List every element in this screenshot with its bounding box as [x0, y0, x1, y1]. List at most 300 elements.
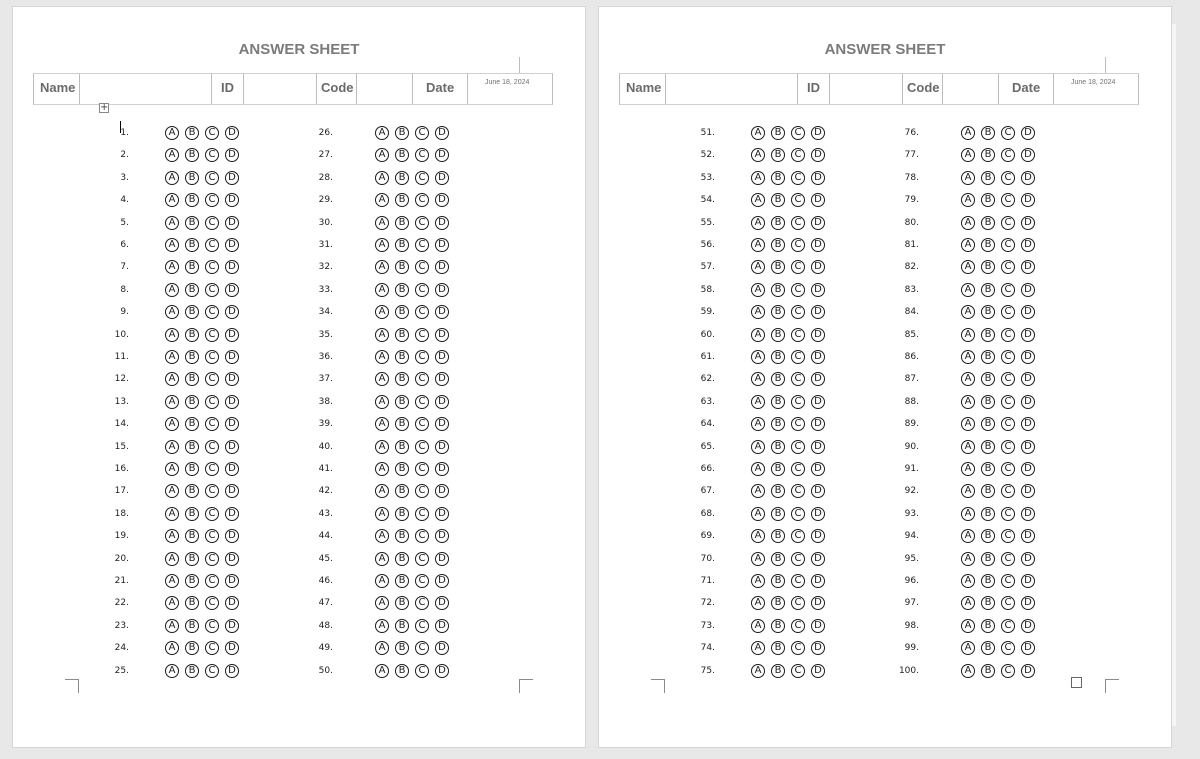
- answer-bubble-d[interactable]: D: [225, 664, 239, 678]
- answer-bubble-d[interactable]: D: [435, 664, 449, 678]
- answer-bubble-c[interactable]: C: [415, 462, 429, 476]
- answer-bubble-a[interactable]: A: [751, 552, 765, 566]
- answer-bubble-a[interactable]: A: [165, 238, 179, 252]
- answer-bubble-d[interactable]: D: [225, 574, 239, 588]
- answer-bubble-b[interactable]: B: [771, 372, 785, 386]
- answer-bubble-c[interactable]: C: [205, 328, 219, 342]
- answer-bubble-c[interactable]: C: [415, 126, 429, 140]
- answer-bubble-c[interactable]: C: [205, 238, 219, 252]
- answer-bubble-c[interactable]: C: [415, 238, 429, 252]
- name-input-cell[interactable]: [665, 73, 797, 105]
- answer-bubble-d[interactable]: D: [811, 126, 825, 140]
- answer-bubble-b[interactable]: B: [981, 462, 995, 476]
- answer-bubble-a[interactable]: A: [375, 193, 389, 207]
- answer-bubble-c[interactable]: C: [415, 596, 429, 610]
- answer-bubble-c[interactable]: C: [791, 148, 805, 162]
- answer-bubble-b[interactable]: B: [771, 171, 785, 185]
- answer-bubble-b[interactable]: B: [395, 305, 409, 319]
- answer-bubble-c[interactable]: C: [205, 507, 219, 521]
- answer-bubble-b[interactable]: B: [981, 328, 995, 342]
- answer-bubble-b[interactable]: B: [185, 193, 199, 207]
- answer-bubble-b[interactable]: B: [771, 462, 785, 476]
- answer-bubble-a[interactable]: A: [751, 305, 765, 319]
- answer-bubble-d[interactable]: D: [1021, 664, 1035, 678]
- answer-bubble-c[interactable]: C: [1001, 484, 1015, 498]
- answer-bubble-b[interactable]: B: [185, 372, 199, 386]
- answer-bubble-a[interactable]: A: [751, 283, 765, 297]
- answer-bubble-b[interactable]: B: [771, 596, 785, 610]
- answer-bubble-b[interactable]: B: [185, 260, 199, 274]
- answer-bubble-a[interactable]: A: [165, 193, 179, 207]
- answer-bubble-a[interactable]: A: [751, 238, 765, 252]
- answer-bubble-c[interactable]: C: [415, 440, 429, 454]
- answer-bubble-d[interactable]: D: [435, 641, 449, 655]
- answer-bubble-b[interactable]: B: [771, 395, 785, 409]
- answer-bubble-d[interactable]: D: [435, 462, 449, 476]
- answer-bubble-c[interactable]: C: [1001, 552, 1015, 566]
- answer-bubble-a[interactable]: A: [375, 148, 389, 162]
- answer-bubble-d[interactable]: D: [225, 350, 239, 364]
- answer-bubble-c[interactable]: C: [415, 552, 429, 566]
- answer-bubble-d[interactable]: D: [225, 193, 239, 207]
- answer-bubble-a[interactable]: A: [961, 619, 975, 633]
- answer-bubble-d[interactable]: D: [1021, 552, 1035, 566]
- answer-bubble-b[interactable]: B: [395, 619, 409, 633]
- date-value-cell[interactable]: [1053, 73, 1139, 105]
- answer-bubble-a[interactable]: A: [751, 484, 765, 498]
- answer-bubble-d[interactable]: D: [811, 417, 825, 431]
- answer-bubble-b[interactable]: B: [185, 596, 199, 610]
- answer-bubble-b[interactable]: B: [771, 664, 785, 678]
- answer-bubble-a[interactable]: A: [165, 417, 179, 431]
- answer-bubble-d[interactable]: D: [435, 171, 449, 185]
- answer-bubble-c[interactable]: C: [1001, 641, 1015, 655]
- answer-bubble-a[interactable]: A: [165, 171, 179, 185]
- answer-bubble-b[interactable]: B: [771, 350, 785, 364]
- answer-bubble-b[interactable]: B: [395, 238, 409, 252]
- answer-bubble-d[interactable]: D: [435, 328, 449, 342]
- answer-bubble-d[interactable]: D: [225, 619, 239, 633]
- answer-bubble-b[interactable]: B: [185, 216, 199, 230]
- answer-bubble-d[interactable]: D: [1021, 216, 1035, 230]
- answer-bubble-b[interactable]: B: [981, 148, 995, 162]
- answer-bubble-c[interactable]: C: [1001, 216, 1015, 230]
- answer-bubble-d[interactable]: D: [435, 148, 449, 162]
- answer-bubble-c[interactable]: C: [791, 238, 805, 252]
- answer-bubble-d[interactable]: D: [811, 238, 825, 252]
- move-handle-icon[interactable]: +: [100, 102, 109, 113]
- answer-bubble-a[interactable]: A: [375, 171, 389, 185]
- answer-bubble-b[interactable]: B: [981, 440, 995, 454]
- answer-bubble-a[interactable]: A: [961, 440, 975, 454]
- header-table[interactable]: [619, 73, 1139, 105]
- answer-bubble-a[interactable]: A: [961, 664, 975, 678]
- answer-bubble-b[interactable]: B: [981, 216, 995, 230]
- answer-bubble-c[interactable]: C: [1001, 664, 1015, 678]
- answer-bubble-d[interactable]: D: [435, 238, 449, 252]
- answer-bubble-c[interactable]: C: [791, 283, 805, 297]
- answer-bubble-c[interactable]: C: [205, 417, 219, 431]
- answer-bubble-a[interactable]: A: [961, 126, 975, 140]
- answer-bubble-c[interactable]: C: [791, 529, 805, 543]
- answer-bubble-d[interactable]: D: [811, 440, 825, 454]
- answer-bubble-d[interactable]: D: [1021, 619, 1035, 633]
- answer-bubble-c[interactable]: C: [1001, 417, 1015, 431]
- answer-bubble-a[interactable]: A: [961, 216, 975, 230]
- answer-bubble-a[interactable]: A: [165, 126, 179, 140]
- answer-bubble-b[interactable]: B: [981, 171, 995, 185]
- answer-bubble-d[interactable]: D: [1021, 574, 1035, 588]
- answer-bubble-b[interactable]: B: [185, 148, 199, 162]
- answer-bubble-d[interactable]: D: [225, 395, 239, 409]
- answer-bubble-d[interactable]: D: [811, 260, 825, 274]
- answer-bubble-b[interactable]: B: [981, 484, 995, 498]
- answer-bubble-b[interactable]: B: [395, 350, 409, 364]
- answer-bubble-d[interactable]: D: [435, 552, 449, 566]
- answer-bubble-b[interactable]: B: [185, 529, 199, 543]
- answer-bubble-a[interactable]: A: [375, 619, 389, 633]
- answer-bubble-c[interactable]: C: [415, 260, 429, 274]
- answer-bubble-c[interactable]: C: [1001, 305, 1015, 319]
- answer-bubble-d[interactable]: D: [435, 305, 449, 319]
- answer-bubble-a[interactable]: A: [165, 305, 179, 319]
- answer-bubble-b[interactable]: B: [185, 440, 199, 454]
- answer-bubble-b[interactable]: B: [981, 395, 995, 409]
- answer-bubble-c[interactable]: C: [205, 148, 219, 162]
- answer-bubble-b[interactable]: B: [771, 484, 785, 498]
- answer-bubble-d[interactable]: D: [811, 283, 825, 297]
- answer-bubble-b[interactable]: B: [185, 395, 199, 409]
- answer-bubble-b[interactable]: B: [981, 552, 995, 566]
- answer-bubble-c[interactable]: C: [1001, 529, 1015, 543]
- answer-bubble-a[interactable]: A: [961, 171, 975, 185]
- answer-bubble-d[interactable]: D: [225, 484, 239, 498]
- answer-bubble-a[interactable]: A: [165, 350, 179, 364]
- answer-bubble-a[interactable]: A: [961, 350, 975, 364]
- answer-bubble-a[interactable]: A: [375, 283, 389, 297]
- answer-bubble-d[interactable]: D: [225, 148, 239, 162]
- answer-bubble-c[interactable]: C: [205, 552, 219, 566]
- answer-bubble-c[interactable]: C: [791, 484, 805, 498]
- answer-bubble-c[interactable]: C: [791, 664, 805, 678]
- answer-bubble-b[interactable]: B: [771, 216, 785, 230]
- answer-bubble-d[interactable]: D: [1021, 417, 1035, 431]
- answer-bubble-a[interactable]: A: [375, 596, 389, 610]
- answer-bubble-c[interactable]: C: [415, 395, 429, 409]
- answer-bubble-c[interactable]: C: [205, 283, 219, 297]
- answer-bubble-c[interactable]: C: [205, 193, 219, 207]
- answer-bubble-b[interactable]: B: [771, 328, 785, 342]
- answer-bubble-b[interactable]: B: [771, 552, 785, 566]
- answer-bubble-c[interactable]: C: [415, 507, 429, 521]
- answer-bubble-a[interactable]: A: [375, 126, 389, 140]
- answer-bubble-a[interactable]: A: [165, 462, 179, 476]
- answer-bubble-d[interactable]: D: [811, 596, 825, 610]
- answer-bubble-c[interactable]: C: [1001, 619, 1015, 633]
- answer-bubble-b[interactable]: B: [395, 148, 409, 162]
- answer-bubble-a[interactable]: A: [165, 395, 179, 409]
- answer-bubble-c[interactable]: C: [415, 484, 429, 498]
- answer-bubble-d[interactable]: D: [1021, 148, 1035, 162]
- answer-bubble-b[interactable]: B: [771, 574, 785, 588]
- answer-bubble-b[interactable]: B: [185, 305, 199, 319]
- answer-bubble-a[interactable]: A: [751, 440, 765, 454]
- answer-bubble-a[interactable]: A: [961, 417, 975, 431]
- answer-bubble-d[interactable]: D: [225, 596, 239, 610]
- answer-bubble-c[interactable]: C: [205, 260, 219, 274]
- answer-bubble-c[interactable]: C: [205, 529, 219, 543]
- answer-bubble-a[interactable]: A: [375, 305, 389, 319]
- answer-bubble-c[interactable]: C: [791, 193, 805, 207]
- answer-bubble-a[interactable]: A: [961, 395, 975, 409]
- answer-bubble-d[interactable]: D: [811, 328, 825, 342]
- answer-bubble-d[interactable]: D: [435, 260, 449, 274]
- answer-bubble-d[interactable]: D: [1021, 328, 1035, 342]
- answer-bubble-b[interactable]: B: [771, 529, 785, 543]
- answer-bubble-d[interactable]: D: [811, 484, 825, 498]
- answer-bubble-c[interactable]: C: [205, 350, 219, 364]
- answer-bubble-c[interactable]: C: [1001, 171, 1015, 185]
- answer-bubble-a[interactable]: A: [165, 529, 179, 543]
- answer-bubble-a[interactable]: A: [751, 664, 765, 678]
- answer-bubble-b[interactable]: B: [185, 484, 199, 498]
- answer-bubble-c[interactable]: C: [1001, 462, 1015, 476]
- answer-bubble-d[interactable]: D: [225, 171, 239, 185]
- answer-bubble-d[interactable]: D: [1021, 283, 1035, 297]
- answer-bubble-a[interactable]: A: [961, 305, 975, 319]
- answer-bubble-b[interactable]: B: [395, 440, 409, 454]
- answer-bubble-d[interactable]: D: [225, 440, 239, 454]
- answer-bubble-a[interactable]: A: [165, 148, 179, 162]
- answer-bubble-a[interactable]: A: [961, 552, 975, 566]
- answer-bubble-b[interactable]: B: [395, 574, 409, 588]
- answer-bubble-b[interactable]: B: [395, 484, 409, 498]
- answer-bubble-a[interactable]: A: [751, 126, 765, 140]
- answer-bubble-d[interactable]: D: [435, 350, 449, 364]
- answer-bubble-c[interactable]: C: [791, 440, 805, 454]
- answer-bubble-b[interactable]: B: [185, 664, 199, 678]
- answer-bubble-b[interactable]: B: [981, 664, 995, 678]
- answer-bubble-b[interactable]: B: [185, 350, 199, 364]
- answer-bubble-d[interactable]: D: [435, 507, 449, 521]
- answer-bubble-c[interactable]: C: [1001, 574, 1015, 588]
- answer-bubble-b[interactable]: B: [981, 305, 995, 319]
- answer-bubble-b[interactable]: B: [395, 552, 409, 566]
- answer-bubble-d[interactable]: D: [435, 126, 449, 140]
- answer-bubble-d[interactable]: D: [225, 283, 239, 297]
- answer-bubble-c[interactable]: C: [1001, 328, 1015, 342]
- answer-bubble-c[interactable]: C: [415, 372, 429, 386]
- answer-bubble-c[interactable]: C: [205, 126, 219, 140]
- answer-bubble-b[interactable]: B: [185, 641, 199, 655]
- answer-bubble-c[interactable]: C: [415, 216, 429, 230]
- answer-bubble-c[interactable]: C: [1001, 596, 1015, 610]
- answer-bubble-a[interactable]: A: [961, 462, 975, 476]
- answer-bubble-c[interactable]: C: [791, 126, 805, 140]
- answer-bubble-b[interactable]: B: [771, 148, 785, 162]
- answer-bubble-b[interactable]: B: [185, 619, 199, 633]
- header-table[interactable]: [33, 73, 553, 105]
- answer-bubble-d[interactable]: D: [811, 619, 825, 633]
- answer-bubble-d[interactable]: D: [435, 440, 449, 454]
- answer-bubble-d[interactable]: D: [435, 216, 449, 230]
- answer-bubble-a[interactable]: A: [751, 462, 765, 476]
- answer-bubble-a[interactable]: A: [165, 440, 179, 454]
- answer-bubble-c[interactable]: C: [205, 596, 219, 610]
- answer-bubble-b[interactable]: B: [185, 283, 199, 297]
- answer-bubble-d[interactable]: D: [811, 171, 825, 185]
- answer-bubble-d[interactable]: D: [1021, 126, 1035, 140]
- answer-bubble-c[interactable]: C: [791, 507, 805, 521]
- answer-bubble-a[interactable]: A: [751, 372, 765, 386]
- answer-bubble-c[interactable]: C: [791, 417, 805, 431]
- answer-bubble-d[interactable]: D: [435, 395, 449, 409]
- answer-bubble-c[interactable]: C: [791, 596, 805, 610]
- answer-bubble-d[interactable]: D: [1021, 350, 1035, 364]
- answer-bubble-b[interactable]: B: [981, 283, 995, 297]
- answer-bubble-b[interactable]: B: [395, 216, 409, 230]
- answer-bubble-d[interactable]: D: [225, 552, 239, 566]
- answer-bubble-c[interactable]: C: [791, 260, 805, 274]
- answer-bubble-b[interactable]: B: [395, 417, 409, 431]
- answer-bubble-c[interactable]: C: [415, 529, 429, 543]
- answer-bubble-c[interactable]: C: [1001, 260, 1015, 274]
- answer-bubble-a[interactable]: A: [375, 372, 389, 386]
- answer-bubble-c[interactable]: C: [791, 216, 805, 230]
- answer-bubble-d[interactable]: D: [225, 260, 239, 274]
- answer-bubble-b[interactable]: B: [981, 260, 995, 274]
- answer-bubble-a[interactable]: A: [751, 417, 765, 431]
- answer-bubble-c[interactable]: C: [415, 305, 429, 319]
- answer-bubble-a[interactable]: A: [165, 596, 179, 610]
- answer-bubble-a[interactable]: A: [961, 574, 975, 588]
- answer-bubble-d[interactable]: D: [435, 596, 449, 610]
- code-input-cell[interactable]: [356, 73, 412, 105]
- answer-bubble-c[interactable]: C: [791, 372, 805, 386]
- answer-bubble-d[interactable]: D: [1021, 305, 1035, 319]
- answer-bubble-c[interactable]: C: [415, 148, 429, 162]
- answer-bubble-d[interactable]: D: [811, 664, 825, 678]
- answer-bubble-c[interactable]: C: [205, 641, 219, 655]
- answer-bubble-b[interactable]: B: [771, 260, 785, 274]
- answer-bubble-b[interactable]: B: [185, 126, 199, 140]
- answer-bubble-a[interactable]: A: [751, 507, 765, 521]
- answer-bubble-a[interactable]: A: [165, 328, 179, 342]
- answer-bubble-a[interactable]: A: [165, 372, 179, 386]
- answer-bubble-b[interactable]: B: [395, 596, 409, 610]
- answer-bubble-c[interactable]: C: [791, 395, 805, 409]
- answer-bubble-a[interactable]: A: [961, 283, 975, 297]
- answer-bubble-a[interactable]: A: [961, 260, 975, 274]
- answer-bubble-d[interactable]: D: [225, 529, 239, 543]
- answer-bubble-d[interactable]: D: [1021, 171, 1035, 185]
- answer-bubble-a[interactable]: A: [961, 507, 975, 521]
- answer-bubble-b[interactable]: B: [185, 507, 199, 521]
- answer-bubble-a[interactable]: A: [375, 552, 389, 566]
- answer-bubble-c[interactable]: C: [791, 641, 805, 655]
- answer-bubble-b[interactable]: B: [395, 372, 409, 386]
- answer-bubble-a[interactable]: A: [165, 484, 179, 498]
- answer-bubble-a[interactable]: A: [751, 574, 765, 588]
- answer-bubble-c[interactable]: C: [791, 462, 805, 476]
- answer-bubble-a[interactable]: A: [961, 193, 975, 207]
- answer-bubble-a[interactable]: A: [751, 171, 765, 185]
- answer-bubble-d[interactable]: D: [1021, 507, 1035, 521]
- answer-bubble-a[interactable]: A: [961, 641, 975, 655]
- answer-bubble-c[interactable]: C: [205, 619, 219, 633]
- answer-bubble-d[interactable]: D: [1021, 238, 1035, 252]
- answer-bubble-d[interactable]: D: [435, 529, 449, 543]
- answer-bubble-c[interactable]: C: [1001, 440, 1015, 454]
- answer-bubble-d[interactable]: D: [811, 372, 825, 386]
- answer-bubble-b[interactable]: B: [395, 260, 409, 274]
- answer-bubble-d[interactable]: D: [435, 574, 449, 588]
- answer-bubble-a[interactable]: A: [751, 328, 765, 342]
- answer-bubble-c[interactable]: C: [1001, 238, 1015, 252]
- answer-bubble-b[interactable]: B: [981, 596, 995, 610]
- document-page-1[interactable]: [12, 6, 586, 748]
- answer-bubble-b[interactable]: B: [981, 641, 995, 655]
- answer-bubble-a[interactable]: A: [375, 328, 389, 342]
- answer-bubble-b[interactable]: B: [185, 328, 199, 342]
- answer-bubble-c[interactable]: C: [791, 350, 805, 364]
- answer-bubble-c[interactable]: C: [205, 440, 219, 454]
- answer-bubble-a[interactable]: A: [165, 283, 179, 297]
- answer-bubble-d[interactable]: D: [1021, 462, 1035, 476]
- answer-bubble-d[interactable]: D: [1021, 260, 1035, 274]
- answer-bubble-b[interactable]: B: [981, 529, 995, 543]
- answer-bubble-c[interactable]: C: [1001, 148, 1015, 162]
- answer-bubble-b[interactable]: B: [771, 283, 785, 297]
- answer-bubble-d[interactable]: D: [435, 372, 449, 386]
- answer-bubble-a[interactable]: A: [751, 148, 765, 162]
- answer-bubble-b[interactable]: B: [395, 507, 409, 521]
- answer-bubble-a[interactable]: A: [751, 395, 765, 409]
- answer-bubble-c[interactable]: C: [791, 328, 805, 342]
- answer-bubble-a[interactable]: A: [165, 619, 179, 633]
- answer-bubble-a[interactable]: A: [375, 484, 389, 498]
- answer-bubble-b[interactable]: B: [395, 462, 409, 476]
- answer-bubble-b[interactable]: B: [981, 417, 995, 431]
- answer-bubble-b[interactable]: B: [395, 328, 409, 342]
- answer-bubble-b[interactable]: B: [185, 171, 199, 185]
- answer-bubble-a[interactable]: A: [375, 395, 389, 409]
- answer-bubble-a[interactable]: A: [751, 193, 765, 207]
- answer-bubble-d[interactable]: D: [225, 372, 239, 386]
- answer-bubble-c[interactable]: C: [205, 574, 219, 588]
- answer-bubble-b[interactable]: B: [771, 305, 785, 319]
- answer-bubble-b[interactable]: B: [981, 574, 995, 588]
- answer-bubble-b[interactable]: B: [981, 372, 995, 386]
- answer-bubble-d[interactable]: D: [435, 619, 449, 633]
- answer-bubble-b[interactable]: B: [771, 417, 785, 431]
- answer-bubble-d[interactable]: D: [435, 193, 449, 207]
- answer-bubble-d[interactable]: D: [225, 462, 239, 476]
- answer-bubble-c[interactable]: C: [415, 171, 429, 185]
- answer-bubble-c[interactable]: C: [205, 395, 219, 409]
- answer-bubble-b[interactable]: B: [185, 238, 199, 252]
- answer-bubble-a[interactable]: A: [375, 574, 389, 588]
- answer-bubble-d[interactable]: D: [435, 417, 449, 431]
- answer-bubble-b[interactable]: B: [395, 641, 409, 655]
- answer-bubble-a[interactable]: A: [751, 641, 765, 655]
- answer-bubble-d[interactable]: D: [225, 507, 239, 521]
- answer-bubble-a[interactable]: A: [375, 260, 389, 274]
- answer-bubble-d[interactable]: D: [811, 216, 825, 230]
- answer-bubble-a[interactable]: A: [375, 664, 389, 678]
- answer-bubble-b[interactable]: B: [395, 193, 409, 207]
- answer-bubble-b[interactable]: B: [395, 395, 409, 409]
